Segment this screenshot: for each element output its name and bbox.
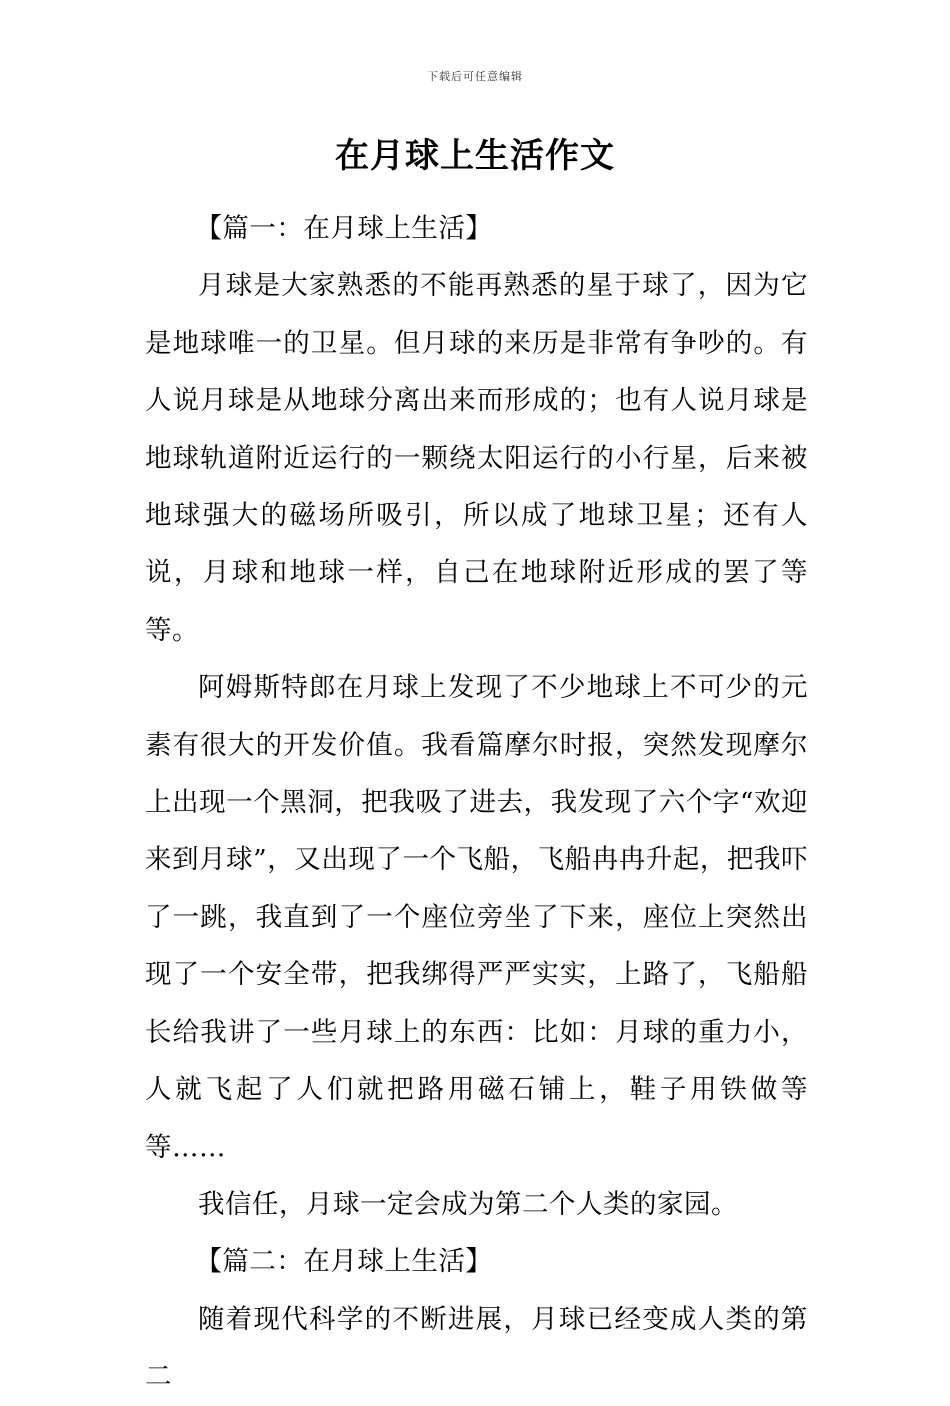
paragraph: 阿姆斯特郎在月球上发现了不少地球上不可少的元素有很大的开发价值。我看篇摩尔时报，突然发现摩尔上出现一个黑洞，把我吸了进去，我发现了六个字“欢迎来到月球”，又出现了一个飞船，飞船冉冉升起，把我吓了一跳，我直到了一个座位旁坐了下来，座位上突然出现了一个安全带，把我绑得严严实实，上路了，飞船船长给我讲了一些月球上的东西：比如：月球的重力小，人就飞起了人们就把路用磁石铺上，鞋子用铁做等等……: [145, 672, 808, 1163]
section-heading: 【篇二：在月球上生活】: [195, 1246, 493, 1278]
paragraph: 随着现代科学的不断进展，月球已经变成人类的第二: [145, 1303, 808, 1393]
paragraph: 我信任，月球一定会成为第二个人类的家园。: [198, 1188, 738, 1220]
header-note: 下载后可任意编辑: [427, 70, 523, 83]
section-heading: 【篇一：在月球上生活】: [195, 213, 493, 244]
document-title: 在月球上生活作文: [335, 136, 615, 176]
document-body: [145, 200, 808, 1406]
paragraph: 月球是大家熟悉的不能再熟悉的星于球了，因为它是地球唯一的卫星。但月球的来历是非常有争吵的。有人说月球是从地球分离出来而形成的；也有人说月球是地球轨道附近运行的一颗绕太阳运行的小行星，后来被地球强大的磁场所吸引，所以成了地球卫星；还有人说，月球和地球一样，自己在地球附近形成的罢了等等。: [145, 270, 808, 646]
